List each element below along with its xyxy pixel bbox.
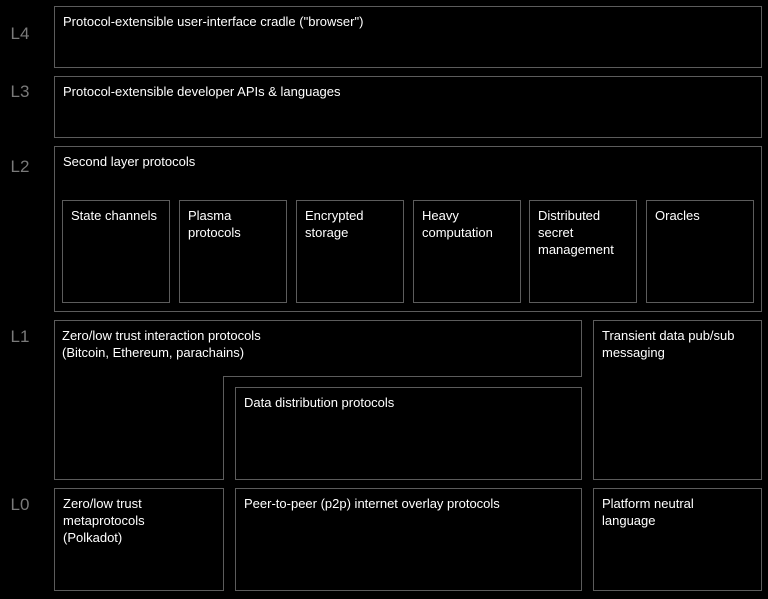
metaprotocols-box	[54, 488, 224, 591]
zero-trust-interaction-label: Zero/low trust interaction protocols (Bitcoin, Ethereum, parachains)	[62, 328, 261, 360]
plasma-protocols-box	[179, 200, 287, 303]
layer-label-l2: L2	[10, 157, 30, 176]
ui-cradle-box	[54, 6, 762, 68]
p2p-overlay-box	[235, 488, 582, 591]
layer-label-l0: L0	[10, 495, 30, 514]
state-channels-label: State channels	[71, 208, 158, 223]
second-layer-protocols-title: Second layer protocols	[63, 154, 196, 169]
layer-label-l1: L1	[10, 327, 30, 346]
layer-label-l4: L4	[10, 24, 30, 43]
platform-neutral-language-box	[593, 488, 762, 591]
plasma-protocols-label: Plasma protocols	[188, 208, 241, 240]
pubsub-messaging-box	[593, 320, 762, 480]
pubsub-messaging-label: Transient data pub/sub messaging	[602, 328, 735, 360]
p2p-overlay-label: Peer-to-peer (p2p) internet overlay protocols	[244, 496, 500, 511]
oracles-box	[646, 200, 754, 303]
metaprotocols-label: Zero/low trust metaprotocols (Polkadot)	[63, 496, 145, 545]
heavy-computation-label: Heavy computation	[422, 208, 493, 240]
state-channels-box	[62, 200, 170, 303]
oracles-label: Oracles	[655, 208, 700, 223]
layer-label-l3: L3	[10, 82, 30, 101]
data-distribution-box	[235, 387, 582, 480]
heavy-computation-box	[413, 200, 521, 303]
distributed-secret-management-label: Distributed secret management	[538, 208, 614, 257]
platform-neutral-language-label: Platform neutral language	[602, 496, 694, 528]
encrypted-storage-label: Encrypted storage	[305, 208, 364, 240]
data-distribution-label: Data distribution protocols	[244, 395, 395, 410]
encrypted-storage-box	[296, 200, 404, 303]
developer-apis-label: Protocol-extensible developer APIs & languages	[63, 84, 341, 99]
developer-apis-box	[54, 76, 762, 138]
ui-cradle-label: Protocol-extensible user-interface cradle ("browser")	[63, 14, 364, 29]
distributed-secret-management-box	[529, 200, 637, 303]
